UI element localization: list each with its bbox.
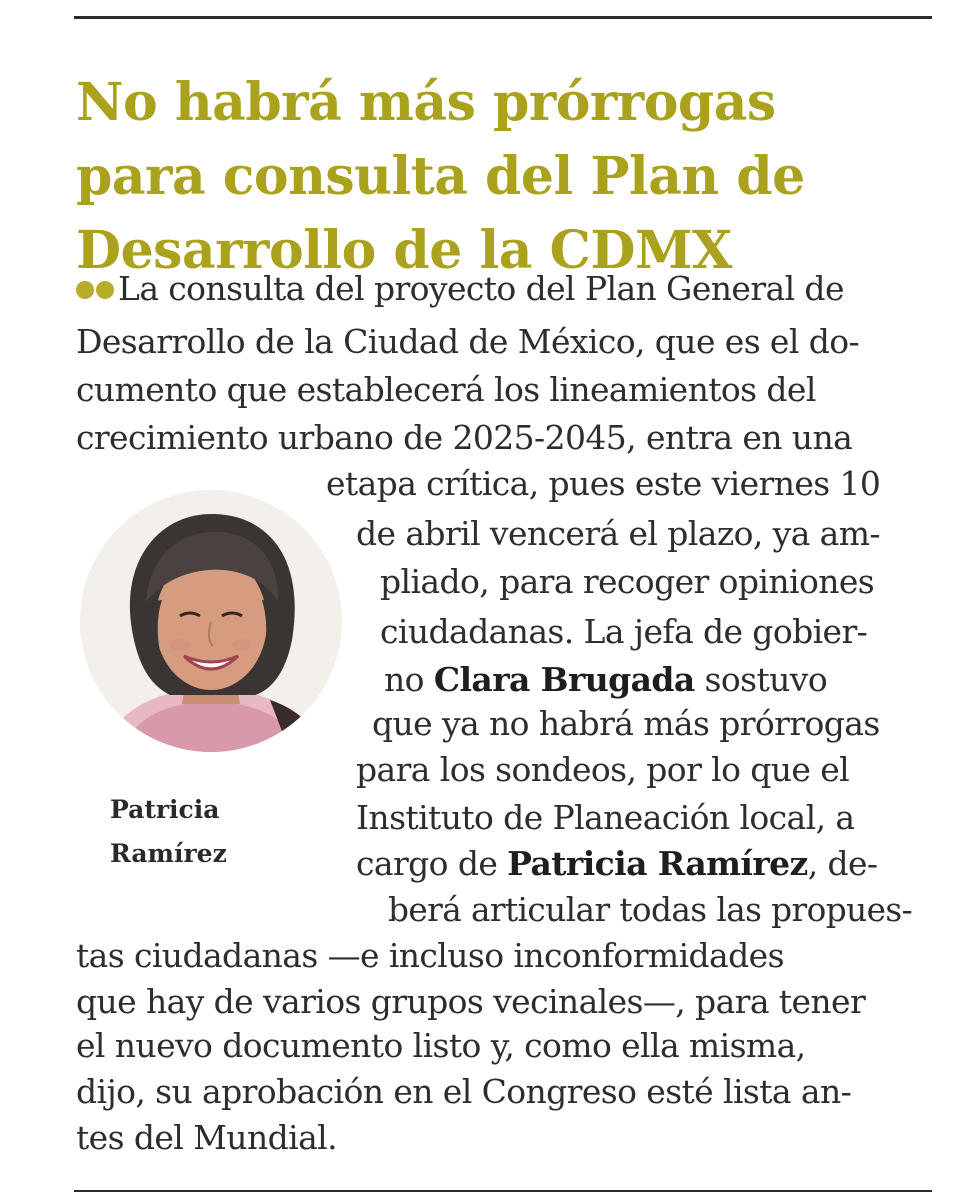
text-segment: para los sondeos, por lo que el	[356, 750, 850, 789]
text-segment: sostuvo	[694, 660, 828, 699]
body-line	[356, 512, 880, 556]
body-line	[76, 1024, 806, 1068]
body-line	[372, 702, 880, 746]
portrait-photo	[80, 490, 342, 752]
caption-line: Patricia	[110, 795, 220, 824]
text-segment: tas ciudadanas —e incluso inconformidades	[76, 936, 784, 975]
text-segment: tes del Mundial.	[76, 1118, 338, 1157]
body-line	[76, 1116, 337, 1160]
photo-caption	[110, 788, 227, 876]
body-line	[356, 748, 849, 792]
text-segment: berá articular todas las propues-	[388, 890, 913, 929]
text-segment: no	[384, 660, 434, 699]
text-segment: crecimiento urbano de 2025-2045, entra en una	[76, 418, 853, 457]
body-line	[76, 416, 852, 460]
bold-name: Clara Brugada	[433, 660, 695, 699]
body-line	[76, 320, 859, 364]
headline-line: Desarrollo de la CDMX	[76, 220, 732, 281]
body-line	[384, 658, 827, 702]
body-line	[356, 796, 854, 840]
body-line	[76, 1070, 851, 1114]
text-segment: que ya no habrá más prórrogas	[372, 704, 880, 743]
bullet-dots-icon	[76, 269, 116, 313]
bottom-rule	[74, 1190, 932, 1192]
text-segment: que hay de varios grupos vecinales—, para tener	[76, 982, 866, 1021]
body-line	[388, 888, 912, 932]
text-segment: el nuevo documento listo y, como ella misma,	[76, 1026, 806, 1065]
body-line	[326, 462, 880, 506]
text-segment: , de-	[807, 844, 878, 883]
body-line	[76, 267, 844, 313]
text-segment: Instituto de Planeación local, a	[356, 798, 855, 837]
body-line	[76, 934, 784, 978]
headline	[76, 66, 936, 288]
text-segment: pliado, para recoger opiniones	[380, 562, 875, 601]
text-segment: dijo, su aprobación en el Congreso esté lista an-	[76, 1072, 852, 1111]
text-segment: de abril vencerá el plazo, ya am-	[356, 514, 880, 553]
portrait-icon	[80, 490, 342, 752]
text-segment: cargo de	[356, 844, 508, 883]
text-segment: La consulta del proyecto del Plan General de	[118, 269, 844, 308]
caption-line: Ramírez	[110, 839, 227, 868]
headline-line: No habrá más prórrogas	[76, 72, 776, 133]
headline-line: para consulta del Plan de	[76, 146, 805, 207]
body-line	[380, 560, 874, 604]
text-segment: ciudadanas. La jefa de gobier-	[380, 612, 868, 651]
top-rule	[74, 16, 932, 19]
body-line	[76, 980, 865, 1024]
body-line	[76, 368, 816, 412]
text-segment: cumento que establecerá los lineamientos del	[76, 370, 816, 409]
text-segment: Desarrollo de la Ciudad de México, que es el do-	[76, 322, 860, 361]
body-line	[380, 610, 867, 654]
bold-name: Patricia Ramírez	[507, 844, 808, 883]
body-line	[356, 842, 878, 886]
text-segment: etapa crítica, pues este viernes 10	[326, 464, 881, 503]
